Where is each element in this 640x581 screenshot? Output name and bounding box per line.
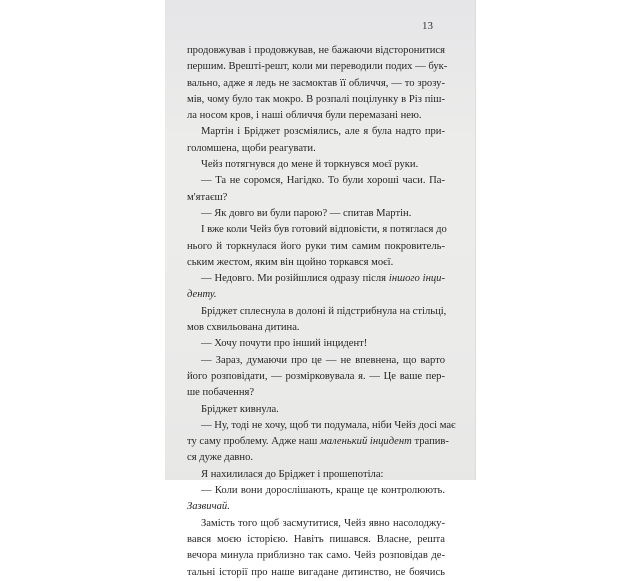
text-run: І вже коли Чейз був готовий відповісти, я потяглася до — [201, 224, 447, 236]
italic-run: іншого інци- — [388, 273, 445, 285]
text-run: Мартін і Бріджет розсміялись, але я була надто при- — [201, 126, 445, 138]
text-run: — Коли вони дорослішають, краще це контролюють. — [201, 485, 445, 497]
text-run: його розповідати, — розмірковувала я. — Це ваше пер- — [187, 370, 445, 382]
text-run: — Зараз, думаючи про це — не впевнена, що варто — [201, 354, 445, 366]
text-line — [187, 76, 445, 92]
text-run: вечора минула приблизно так само. Чейз розповідав де- — [187, 550, 445, 562]
text-run: ся дуже давно. — [187, 452, 254, 464]
text-run: нього й торкнулася його руки тим самим покровитель- — [187, 240, 445, 252]
text-run: трапив- — [411, 436, 449, 448]
text-run: ла носом кров, і наші обличчя були перемазані нею. — [187, 110, 422, 122]
text-line — [187, 516, 445, 532]
text-run: продовжував і продовжував, не бажаючи відсторонитися — [187, 45, 445, 56]
text-line — [187, 336, 445, 352]
text-line — [187, 532, 445, 548]
text-run: голомшена, щоби реагувати. — [187, 142, 316, 154]
text-line — [187, 402, 445, 418]
text-run: ше побачення? — [187, 387, 255, 399]
text-run: Чейз потягнувся до мене й торкнувся моєї руки. — [201, 159, 419, 171]
text-line — [187, 304, 445, 320]
text-run: м'ятаєш? — [187, 191, 228, 203]
text-run: мов схвильована дитина. — [187, 322, 300, 334]
text-run: мів, чому було так мокро. В розпалі поцілунку в Різ піш- — [187, 93, 445, 105]
text-line — [187, 157, 445, 173]
text-line — [187, 92, 445, 108]
text-line — [187, 108, 445, 124]
text-line — [187, 483, 445, 499]
text-line — [187, 190, 445, 206]
text-line — [187, 239, 445, 255]
text-run: вався моєю історією. Навіть пишався. Власне, решта — [187, 533, 445, 545]
text-line — [187, 418, 456, 434]
text-run: ським жестом, яким він щойно торкався моєї. — [187, 256, 394, 268]
text-line — [187, 43, 445, 59]
text-run: вально, адже я ледь не засмоктав її обличчя, — то зрозу- — [187, 77, 445, 89]
text-run: — Недовго. Ми розійшлися одразу після — [201, 273, 389, 285]
page-body-text — [187, 43, 456, 581]
text-run: ту саму проблему. Адже наш — [187, 436, 320, 448]
text-line — [187, 287, 445, 303]
text-run: — Ну, тоді не хочу, щоб ти подумала, ніби Чейз досі має — [201, 419, 456, 431]
text-line — [187, 271, 445, 287]
text-line — [187, 369, 445, 385]
text-line — [187, 141, 445, 157]
text-run: — Хочу почути про інший інцидент! — [201, 338, 368, 350]
italic-run: Зазвичай. — [187, 501, 230, 513]
italic-run: денту. — [187, 289, 217, 301]
text-line — [187, 548, 445, 564]
italic-run: маленький інцидент — [319, 436, 412, 448]
text-line — [187, 467, 445, 483]
text-run: Бріджет кивнула. — [201, 403, 279, 415]
text-line — [187, 206, 445, 222]
text-run: Бріджет сплеснула в долоні й підстрибнула на стільці, — [201, 305, 447, 317]
text-run: тальні історії про наше вигадане дитинство, не боячись — [187, 566, 445, 578]
text-run: — Та не соромся, Нагідко. То були хороші часи. Па- — [201, 175, 445, 187]
text-line — [187, 222, 445, 238]
text-run: — Як довго ви були парою? — спитав Мартін. — [201, 207, 412, 219]
text-line — [187, 385, 445, 401]
text-line — [187, 255, 445, 271]
text-line — [187, 173, 445, 189]
text-line — [187, 124, 445, 140]
text-run: першим. Врешті-решт, коли ми переводили подих — бук- — [187, 61, 448, 73]
text-line — [187, 59, 448, 75]
page-number: 13 — [422, 20, 433, 32]
text-line — [187, 434, 449, 450]
text-run: Замість того щоб засмутитися, Чейз явно насолоджу- — [201, 517, 445, 529]
text-line — [187, 499, 445, 515]
text-run: Я нахилилася до Бріджет і прошепотіла: — [201, 468, 384, 480]
text-line — [187, 450, 445, 466]
text-line — [187, 353, 445, 369]
text-line — [187, 565, 445, 581]
text-line — [187, 320, 445, 336]
